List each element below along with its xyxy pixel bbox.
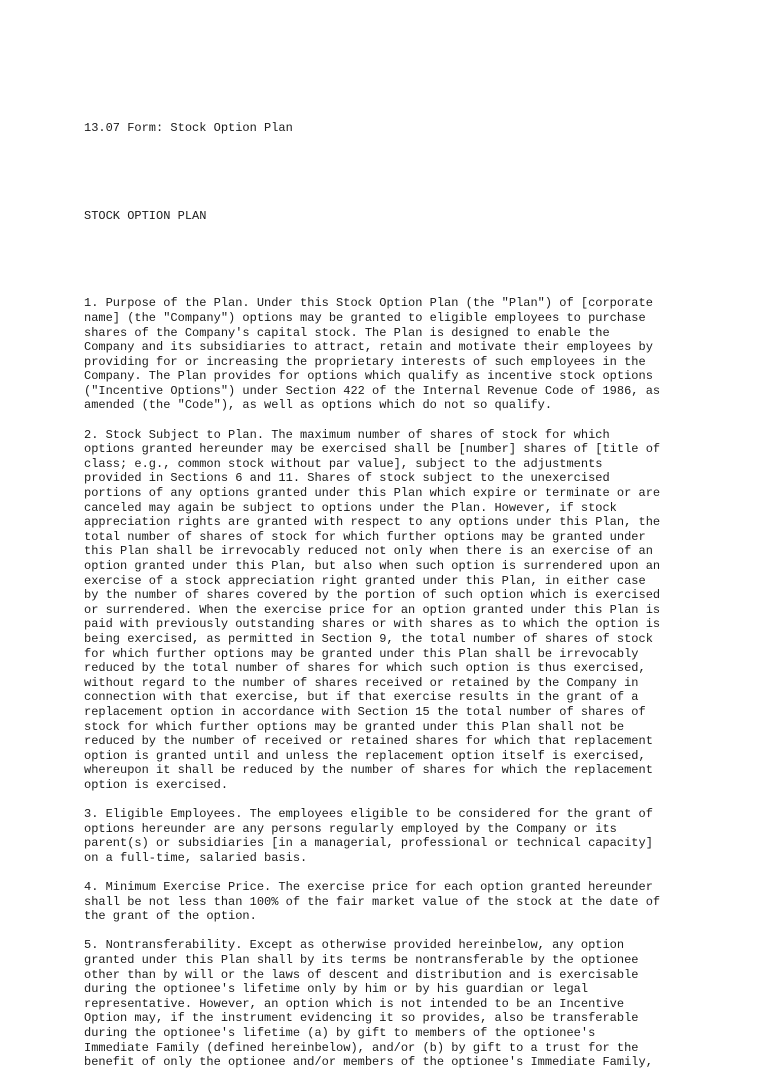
paragraph-line: reduced by the number of received or retained shares for which that replacement [84,734,653,749]
paragraph-line: shares of the Company's capital stock. The Plan is designed to enable the [84,325,610,340]
paragraph-line: name] (the "Company") options may be granted to eligible employees to purchase [84,310,646,325]
paragraph-line: by the number of shares covered by the portion of such option which is exercised [84,588,661,603]
paragraph-line: being exercised, as permitted in Section 9, the total number of shares of stock [84,631,653,646]
paragraph-line: stock for which further options may be granted under this Plan shall not be [84,719,625,734]
paragraph-line: amended (the "Code"), as well as options which do not so qualify. [84,398,553,413]
spacer [84,924,690,939]
paragraph-line: class; e.g., common stock without par value], subject to the adjustments [84,456,603,471]
paragraph-line: this Plan shall be irrevocably reduced not only when there is an exercise of an [84,544,653,559]
spacer [84,865,690,880]
paragraph-line: parent(s) or subsidiaries [in a managerial, professional or technical capacity] [84,836,653,851]
paragraph-3 [84,807,690,865]
paragraph-line: 2. Stock Subject to Plan. The maximum number of shares of stock for which [84,427,610,442]
paragraph-line: on a full-time, salaried basis. [84,850,308,865]
paragraph-line: portions of any options granted under this Plan which expire or terminate or are [84,486,661,501]
paragraph-line: other than by will or the laws of descent and distribution and is exercisable [84,967,639,982]
paragraph-line: during the optionee's lifetime (a) by gift to members of the optionee's [84,1026,596,1040]
paragraph-5 [84,938,690,1069]
paragraph-line: ("Incentive Options") under Section 422 of the Internal Revenue Code of 1986, as [84,383,661,398]
paragraph-line: total number of shares of stock for which further options may be granted under [84,529,646,544]
document-title: 13.07 Form: Stock Option Plan [84,121,293,136]
paragraph-line: whereupon it shall be reduced by the number of shares for which the replacement [84,763,653,778]
document-body [84,296,690,1069]
paragraph-line: paid with previously outstanding shares or with shares as to which the option is [84,617,661,632]
paragraph-line: shall be not less than 100% of the fair market value of the stock at the date of [84,894,661,909]
paragraph-line: option is exercised. [84,777,229,792]
paragraph-line: option granted under this Plan, but also when such option is surrendered upon an [84,559,661,573]
paragraph-line: during the optionee's lifetime only by him or by his guardian or legal [84,982,589,997]
paragraph-line: Company and its subsidiaries to attract, retain and motivate their employees by [84,340,653,355]
paragraph-line: Company. The Plan provides for options which qualify as incentive stock options [84,369,653,384]
paragraph-line: Immediate Family (defined hereinbelow), and/or (b) by gift to a trust for the [84,1040,639,1055]
paragraph-line: replacement option in accordance with Section 15 the total number of shares of [84,704,646,719]
paragraph-line: options hereunder are any persons regularly employed by the Company or its [84,821,617,836]
spacer [84,165,690,180]
paragraph-4 [84,880,690,924]
paragraph-line: providing for or increasing the proprietary interests of such employees in the [84,354,646,369]
paragraph-line: connection with that exercise, but if that exercise results in the grant of a [84,690,639,705]
paragraph-line: for which further options may be granted under this Plan shall be irrevocably [84,646,639,661]
paragraph-line: option is granted until and unless the replacement option itself is exercised, [84,748,646,763]
paragraph-line: provided in Sections 6 and 11. Shares of stock subject to the unexercised [84,471,610,486]
paragraph-line: options granted hereunder may be exercised shall be [number] shares of [title of [84,442,661,457]
paragraph-line: reduced by the total number of shares for which such option is thus exercised, [84,661,646,676]
spacer [84,413,690,428]
paragraph-line: 5. Nontransferability. Except as otherwise provided hereinbelow, any option [84,938,625,953]
paragraph-line: 4. Minimum Exercise Price. The exercise price for each option granted hereunder [84,880,653,895]
paragraph-1 [84,296,690,413]
paragraph-line: exercise of a stock appreciation right granted under this Plan, in either case [84,573,646,588]
spacer [84,793,690,808]
paragraph-line: benefit of only the optionee and/or members of the optionee's Immediate Family, [84,1055,653,1070]
paragraph-line: Option may, if the instrument evidencing it so provides, also be transferable [84,1011,639,1026]
paragraph-line: canceled may again be subject to options under the Plan. However, if stock [84,500,617,515]
paragraph-line: 3. Eligible Employees. The employees eligible to be considered for the grant of [84,807,653,822]
spacer [84,253,690,268]
paragraph-line: appreciation rights are granted with respect to any options under this Plan, the [84,515,661,530]
paragraph-line: without regard to the number of shares received or retained by the Company in [84,675,639,690]
document-page [84,92,690,1084]
paragraph-line: representative. However, an option which is not intended to be an Incentive [84,996,625,1011]
paragraph-line: or surrendered. When the exercise price for an option granted under this Plan is [84,602,661,617]
document-subtitle: STOCK OPTION PLAN [84,208,207,223]
paragraph-line: granted under this Plan shall by its terms be nontransferable by the optionee [84,953,639,968]
paragraph-line: the grant of the option. [84,909,257,924]
paragraph-2 [84,428,690,793]
paragraph-line: 1. Purpose of the Plan. Under this Stock Option Plan (the "Plan") of [corporate [84,296,653,311]
